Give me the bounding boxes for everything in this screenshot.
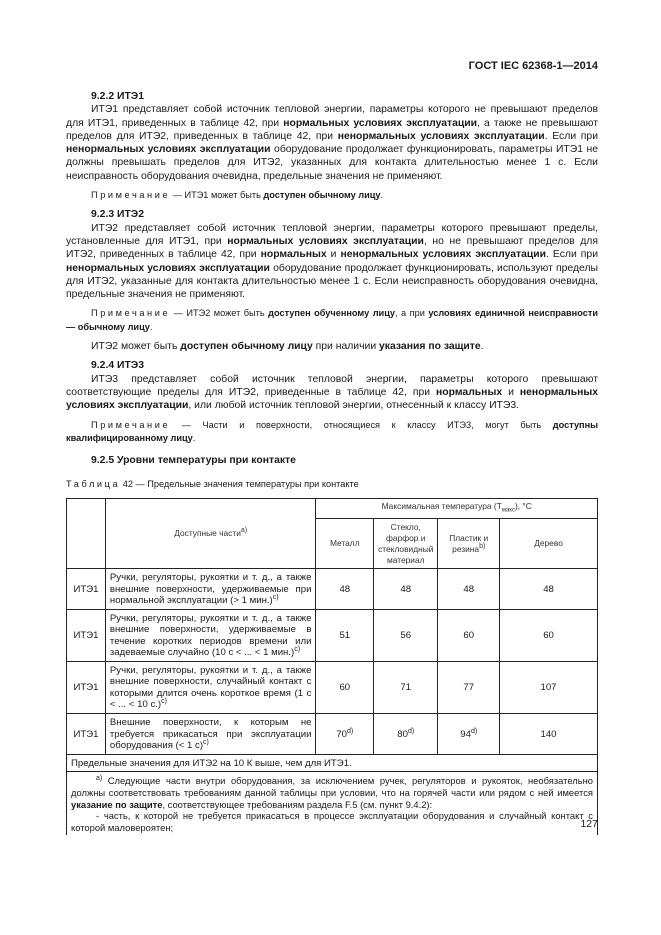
temperature-value: 94 xyxy=(460,728,471,740)
temperature-value: 71 xyxy=(400,682,412,694)
defined-term: доступен обученному лицу xyxy=(268,308,395,319)
section-paragraph xyxy=(66,340,598,353)
temperature-cell xyxy=(316,569,374,610)
material-label: Металл xyxy=(329,538,360,549)
section-paragraph xyxy=(66,222,598,302)
material-label: Пластик и резина xyxy=(449,532,489,554)
footnote-a-item: - часть, к которой не требуется прикасаться в процессе эксплуатации оборудования и случайный контакт с которой маловероятен; xyxy=(71,810,593,833)
material-label: Дерево xyxy=(534,538,563,549)
text-run: ИТЭ3 представляет собой источник тепловой энергии, параметры которого превышают соответствующие пределы для ИТЭ2, приведенные в таблице 42, при xyxy=(66,373,598,398)
footnote-ref: d) xyxy=(346,727,354,735)
class-cell: ИТЭ1 xyxy=(67,569,106,610)
text-run: , но не превышают пределов для ИТЭ2, приведенных в таблице 42, при xyxy=(66,235,598,261)
temperature-value: 56 xyxy=(400,630,412,642)
text-run: Следующие части внутри оборудования, за исключением ручек, регуляторов и рукояток, необязательно должны соответствовать требованиям данной таблицы при условии, что на горячей части или рядом с ней имеется xyxy=(71,775,593,798)
table-row xyxy=(67,569,598,610)
text-run: , соответствующее требованиям раздела F.5 (см. пункт 9.4.2): xyxy=(162,798,433,810)
text-run: — ИТЭ2 может быть xyxy=(170,308,269,319)
section-heading: 9.2.5 Уровни температуры при контакте xyxy=(91,455,296,467)
table-row xyxy=(67,610,598,662)
footnote-ref: c) xyxy=(203,738,209,746)
temperature-cell xyxy=(316,610,374,662)
temperature-cell xyxy=(438,610,500,662)
text-run: ИТЭ2 может быть xyxy=(91,341,181,353)
temperature-cell xyxy=(438,662,500,714)
temperature-value: 48 xyxy=(543,583,554,595)
table-footnote xyxy=(67,772,598,835)
temperature-limits-table xyxy=(66,498,598,836)
text-run: — Части и поверхности, относящиеся к классу ИТЭ3, могут быть xyxy=(170,419,553,430)
temperature-cell xyxy=(500,610,598,662)
text-run: . xyxy=(480,341,484,353)
temperature-cell xyxy=(500,714,598,755)
parts-description: Ручки, регуляторы, рукоятки и т. д., а также внешние поверхности, случайный контакт с которыми длится очень короткое время (1 с < ... < 10 с.) xyxy=(109,665,312,711)
text-run: оборудование продолжает функционировать, используют пределы для ИТЭ2, указанные для контакта длительностью менее 1 с. Если неисправность оборудования очевидна, предельные значения не применяют. xyxy=(66,262,599,301)
defined-term: указание по защите xyxy=(71,798,163,810)
defined-term: ненормальных условиях эксплуатации xyxy=(66,262,270,274)
temperature-cell xyxy=(316,714,374,755)
temperature-cell xyxy=(500,569,598,610)
temperature-value: 51 xyxy=(339,630,351,642)
temperature-cell xyxy=(374,610,438,662)
text-run: при наличии xyxy=(312,341,380,353)
text-run: ИТЭ1 представляет собой источник тепловой энергии, параметры которого не превышают пределов для ИТЭ1, приведенных в таблице 42, при xyxy=(66,104,598,129)
class-cell: ИТЭ1 xyxy=(67,714,106,755)
text-run: , или любой источник тепловой энергии, отнесенный к классу ИТЭ3. xyxy=(188,400,520,412)
text-run: и xyxy=(502,386,520,398)
defined-term: нормальных условиях эксплуатации xyxy=(283,117,478,129)
temperature-cell xyxy=(438,714,500,755)
defined-term: ненормальных условиях эксплуатации xyxy=(66,144,271,156)
header-max-temp-label: Максимальная температура (T xyxy=(381,500,502,511)
temperature-cell xyxy=(374,569,438,610)
temperature-value: 60 xyxy=(339,682,351,694)
section-paragraph xyxy=(66,373,598,413)
table-caption-label: Таблица xyxy=(66,479,121,490)
temperature-value: 140 xyxy=(540,728,557,740)
note-text xyxy=(170,190,383,200)
section-heading: 9.2.4 ИТЭ3 xyxy=(91,360,144,372)
defined-term: условиях единичной неисправности — обычному лицу xyxy=(66,308,598,332)
defined-term: нормальных условиях эксплуатации xyxy=(227,235,424,247)
parts-cell xyxy=(105,714,316,755)
temperature-cell xyxy=(316,662,374,714)
text-run: . xyxy=(192,432,196,443)
section-paragraph xyxy=(66,103,598,183)
footnote-ref: a) xyxy=(240,527,248,535)
parts-description: Внешние поверхности, к которым не требуется прикасаться при эксплуатации оборудования (< 1 с) xyxy=(109,717,312,752)
table-row xyxy=(67,714,598,755)
section-heading: 9.2.3 ИТЭ2 xyxy=(91,209,144,221)
temperature-value: 80 xyxy=(397,728,408,740)
temperature-value: 48 xyxy=(339,583,351,595)
note xyxy=(66,419,598,446)
footnote-ref: b) xyxy=(479,543,486,551)
text-run: . xyxy=(149,321,153,332)
footnote-a-text xyxy=(71,775,593,809)
text-run: ИТЭ2 представляет собой источник тепловой энергии, параметры которого превышают пределы, установленные для ИТЭ1, при xyxy=(66,222,598,247)
footnote-ref: d) xyxy=(470,727,478,735)
temperature-value: 48 xyxy=(400,583,412,595)
header-cell-material xyxy=(374,519,438,569)
defined-term: ненормальных условиях эксплуатации xyxy=(66,386,599,412)
section-heading: 9.2.2 ИТЭ1 xyxy=(91,91,144,102)
table-row xyxy=(67,662,598,714)
defined-term: нормальных xyxy=(436,386,503,398)
footnote-mark: a) xyxy=(96,775,103,783)
note xyxy=(66,307,598,334)
temperature-value: 48 xyxy=(463,583,475,595)
page-content xyxy=(66,90,598,835)
note-label: Примечание xyxy=(91,308,171,319)
temperature-value: 77 xyxy=(463,682,475,694)
note-label: Примечание xyxy=(91,419,171,430)
defined-term: ненормальных условиях эксплуатации xyxy=(337,130,545,142)
footnote-a xyxy=(71,775,593,810)
text-run: , а также не превышают пределов для ИТЭ2, приведенных в таблице 42, при xyxy=(66,117,598,142)
defined-term: нормальных xyxy=(260,249,327,261)
parts-cell xyxy=(105,610,316,662)
table-caption xyxy=(66,478,598,491)
temperature-value: 70 xyxy=(336,728,347,740)
header-parts-label: Доступные части xyxy=(174,528,241,539)
temperature-value: 60 xyxy=(543,630,554,642)
temperature-value: 60 xyxy=(463,630,475,642)
header-cell-material xyxy=(500,519,598,569)
defined-term: доступен обычному лицу xyxy=(180,341,313,353)
table-footer-note: Предельные значения для ИТЭ2 на 10 К выше, чем для ИТЭ1. xyxy=(67,755,598,772)
table-caption-text: 42 — Предельные значения температуры при контакте xyxy=(120,479,359,490)
temperature-cell xyxy=(500,662,598,714)
footnote-ref: c) xyxy=(272,593,279,601)
text-run: . xyxy=(380,190,384,201)
defined-term: указания по защите xyxy=(379,341,481,353)
header-cell-parts xyxy=(105,498,316,569)
footnote-ref: c) xyxy=(161,698,167,706)
text-run: . Если при xyxy=(544,130,599,142)
header-cell-max-temp xyxy=(316,498,598,519)
class-cell: ИТЭ1 xyxy=(67,610,106,662)
footnote-ref: c) xyxy=(294,646,301,654)
note xyxy=(66,189,598,202)
parts-description: Ручки, регуляторы, рукоятки и т. д., а также внешние поверхности, удерживаемые в течение коротких периодов времени или задеваемые случайно (10 с < ... < 1 мин.) xyxy=(109,613,312,659)
temperature-value: 107 xyxy=(540,682,557,694)
footnote-ref: d) xyxy=(407,727,415,735)
temperature-cell xyxy=(438,569,500,610)
header-cell-class xyxy=(67,498,106,569)
temperature-cell xyxy=(374,714,438,755)
material-label: Стекло, фарфор и стекловидный материал xyxy=(378,521,434,565)
defined-term: ненормальных условиях эксплуатации xyxy=(340,249,547,261)
text-run: , а при xyxy=(394,308,429,319)
text-run: и xyxy=(326,249,341,261)
parts-cell xyxy=(105,662,316,714)
text-run: оборудование продолжает функционировать, параметры ИТЭ1 не должны превышать пределов для ИТЭ2, указанных для контакта длительностью менее 1 с. Если неисправность оборудования очевидна, предельные значения не применяют. xyxy=(66,144,598,182)
defined-term: доступны квалифицированному лицу xyxy=(66,419,598,443)
document-header: ГОСТ IEC 62368-1—2014 xyxy=(468,60,598,72)
text-run: — ИТЭ1 может быть xyxy=(170,190,264,201)
parts-description: Ручки, регуляторы, рукоятки и т. д., а также внешние поверхности, удерживаемые при нормальной эксплуатации (> 1 мин.) xyxy=(109,572,312,607)
class-cell: ИТЭ1 xyxy=(67,662,106,714)
header-max-temp-unit: ), °C xyxy=(514,500,532,511)
note-label: Примечание xyxy=(91,190,171,201)
defined-term: доступен обычному лицу xyxy=(263,190,381,201)
header-cell-material xyxy=(316,519,374,569)
text-run: . Если при xyxy=(546,249,598,261)
page-number: 127 xyxy=(580,818,598,830)
temperature-cell xyxy=(374,662,438,714)
header-cell-material xyxy=(438,519,500,569)
header-max-temp-sub: макс xyxy=(501,507,515,514)
parts-cell xyxy=(105,569,316,610)
